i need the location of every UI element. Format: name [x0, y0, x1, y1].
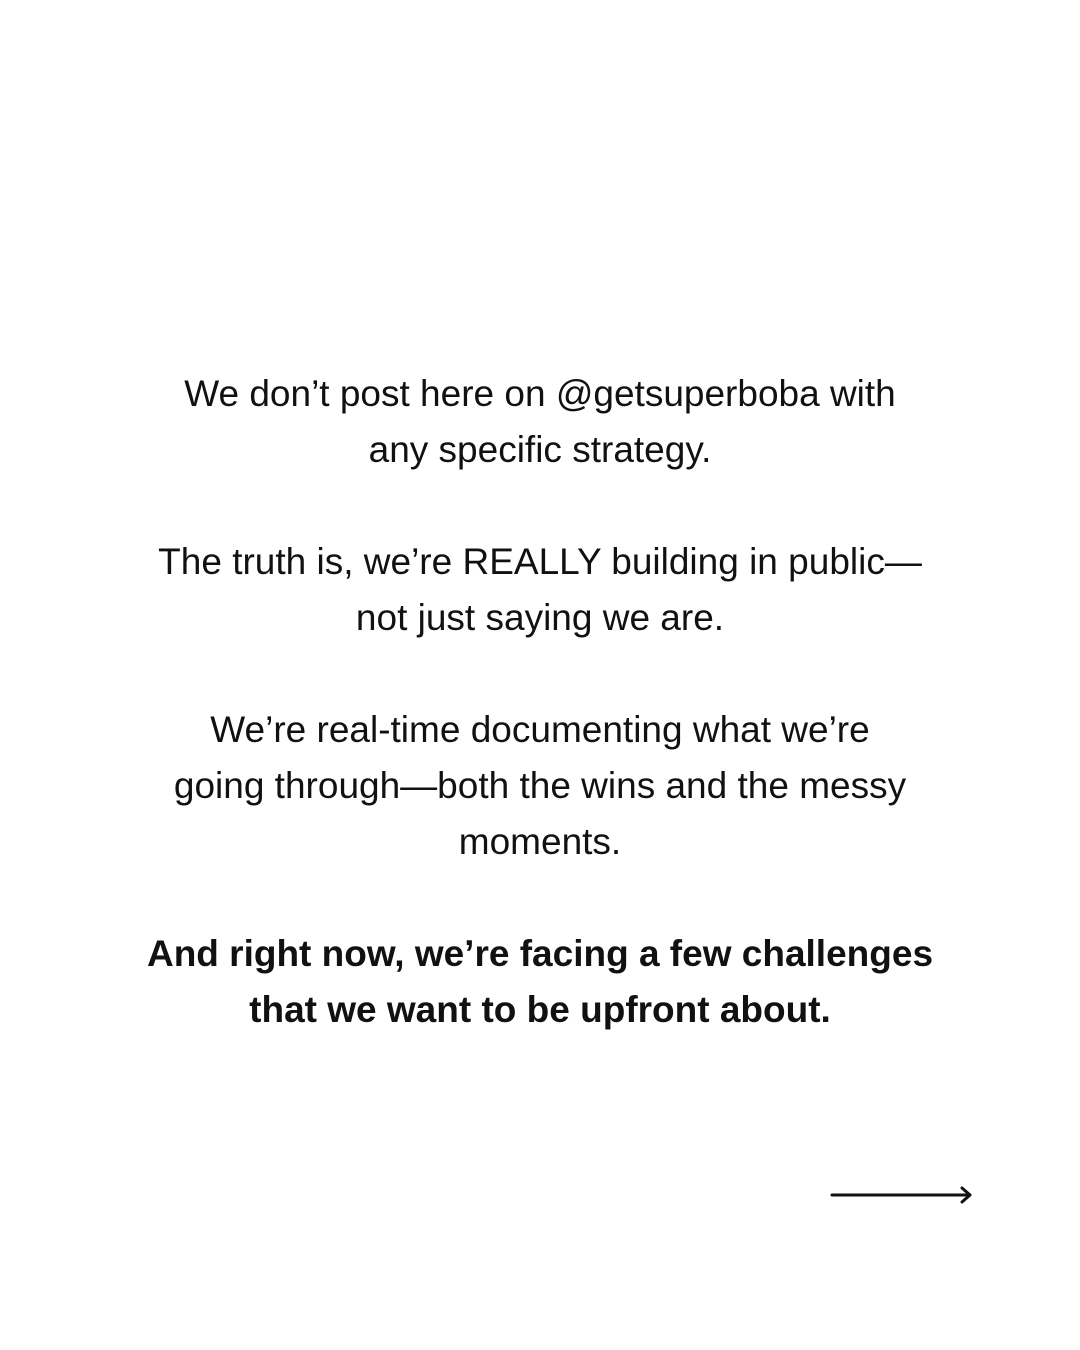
- paragraph-line: that we want to be upfront about.: [249, 989, 831, 1030]
- paragraph-line: going through—both the wins and the messy: [173, 765, 907, 806]
- paragraph-line: We don’t post here on @getsuperboba with: [184, 373, 896, 414]
- paragraph-line: The truth is, we’re REALLY building in public—: [158, 541, 922, 582]
- arrow-right-icon[interactable]: [830, 1184, 974, 1206]
- paragraph-line: moments.: [458, 821, 622, 862]
- paragraph-strategy: [120, 366, 960, 478]
- paragraph-challenges: [120, 926, 960, 1038]
- paragraph-building-in-public: [120, 534, 960, 646]
- paragraph-line: not just saying we are.: [355, 597, 725, 638]
- paragraph-documenting: [120, 702, 960, 870]
- paragraph-line: And right now, we’re facing a few challenges: [146, 933, 934, 974]
- paragraph-line: any specific strategy.: [368, 429, 712, 470]
- slide-text-block: [120, 366, 960, 1038]
- paragraph-line: We’re real-time documenting what we’re: [210, 709, 870, 750]
